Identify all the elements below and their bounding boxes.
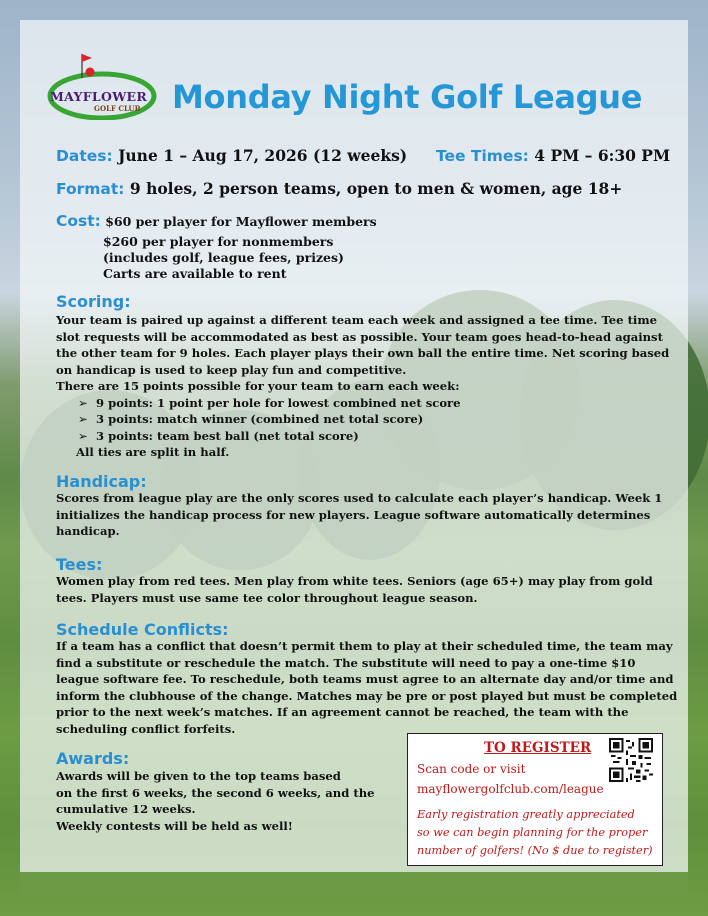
awards-line: Weekly contests will be held as well! bbox=[56, 818, 293, 833]
tee-times-value: 4 PM – 6:30 PM bbox=[534, 146, 671, 165]
scoring-line: Your team is paired up against a different team each week and assigned a tee time. Tee time bbox=[56, 313, 657, 327]
cost-item: Carts are available to rent bbox=[103, 266, 287, 281]
dates-value: June 1 – Aug 17, 2026 (12 weeks) bbox=[118, 146, 408, 165]
handicap-line: initializes the handicap process for new players. League software automatically determines bbox=[56, 507, 651, 522]
scoring-line: slot requests will be accommodated as best as possible. Your team goes head-to-head against bbox=[56, 329, 663, 344]
awards-text bbox=[56, 768, 396, 834]
dates-line bbox=[56, 146, 670, 165]
dates-label: Dates: bbox=[56, 147, 113, 165]
tees-line: Women play from red tees. Men play from white tees. Seniors (age 65+) may play from gold bbox=[56, 574, 653, 588]
logo-wordmark: MAYFLOWER bbox=[50, 89, 148, 104]
handicap-line: Scores from league play are the only scores used to calculate each player’s handicap. Week 1 bbox=[56, 491, 663, 505]
tees-text bbox=[56, 573, 660, 606]
schedule-line: inform the clubhouse of the change. Matches may be pre or post played but must be completed bbox=[56, 688, 678, 703]
schedule-text bbox=[56, 638, 678, 737]
register-url-link[interactable]: mayflowergolfclub.com/league bbox=[417, 782, 604, 796]
schedule-line: scheduling conflict forfeits. bbox=[56, 721, 236, 736]
scoring-line: on handicap is used to keep play fun and competitive. bbox=[56, 362, 407, 377]
handicap-text bbox=[56, 490, 663, 540]
awards-line: Awards will be given to the top teams based bbox=[56, 769, 341, 783]
arrow-bullet-icon: ➢ bbox=[78, 395, 88, 410]
cost-label: Cost: bbox=[56, 212, 101, 230]
register-title: TO REGISTER bbox=[484, 740, 592, 756]
scoring-bullet bbox=[56, 395, 660, 412]
format-label: Format: bbox=[56, 180, 125, 198]
awards-heading: Awards: bbox=[56, 749, 130, 768]
scoring-ties: All ties are split in half. bbox=[76, 445, 230, 459]
handicap-line: handicap. bbox=[56, 524, 120, 538]
logo-subtitle: GOLF CLUB bbox=[94, 104, 141, 113]
schedule-line: league software fee. To reschedule, both teams must agree to an alternate day and/or time and bbox=[56, 672, 674, 686]
schedule-heading: Schedule Conflicts: bbox=[56, 620, 229, 639]
register-note-line: so we can begin planning for the proper bbox=[417, 826, 648, 839]
scoring-bullet bbox=[56, 428, 660, 445]
qr-code-icon[interactable] bbox=[609, 738, 653, 782]
cost-item: $260 per player for nonmembers bbox=[103, 234, 334, 249]
register-note-line: number of golfers! (No $ due to register) bbox=[417, 844, 653, 857]
register-instruction: Scan code or visit bbox=[417, 762, 526, 776]
tee-times-label: Tee Times: bbox=[435, 147, 529, 165]
format-line bbox=[56, 179, 622, 198]
bullet-text: 3 points: team best ball (net total score) bbox=[96, 428, 359, 443]
fairway-strip bbox=[20, 872, 688, 896]
schedule-line: If a team has a conflict that doesn’t permit them to play at their scheduled time, the team may bbox=[56, 639, 673, 653]
scoring-line: the other team for 9 holes. Each player plays their own ball the entire time. Net scoring based bbox=[56, 346, 670, 360]
format-value: 9 holes, 2 person teams, open to men & women, age 18+ bbox=[129, 179, 623, 198]
scoring-line: There are 15 points possible for your team to earn each week: bbox=[56, 379, 460, 393]
tees-line: tees. Players must use same tee color throughout league season. bbox=[56, 590, 478, 605]
awards-line: on the first 6 weeks, the second 6 weeks, and the bbox=[56, 785, 375, 800]
page-title: Monday Night Golf League bbox=[172, 78, 643, 116]
scoring-heading: Scoring: bbox=[56, 292, 131, 311]
cost-item: $60 per player for Mayflower members bbox=[105, 214, 377, 229]
arrow-bullet-icon: ➢ bbox=[78, 412, 88, 426]
handicap-heading: Handicap: bbox=[56, 472, 147, 491]
arrow-bullet-icon: ➢ bbox=[78, 428, 88, 443]
schedule-line: prior to the next week’s matches. If an agreement cannot be reached, the team with the bbox=[56, 705, 629, 719]
register-box bbox=[407, 733, 663, 866]
scoring-text bbox=[56, 312, 670, 461]
bullet-text: 3 points: match winner (combined net total score) bbox=[96, 412, 424, 426]
register-note-line: Early registration greatly appreciated bbox=[417, 808, 635, 821]
cost-line bbox=[56, 212, 377, 230]
cost-item: (includes golf, league fees, prizes) bbox=[103, 250, 344, 265]
bullet-text: 9 points: 1 point per hole for lowest combined net score bbox=[96, 395, 461, 410]
scoring-bullet bbox=[56, 411, 660, 428]
awards-line: cumulative 12 weeks. bbox=[56, 802, 196, 816]
schedule-line: find a substitute or reschedule the match. The substitute will need to pay a one-time $10 bbox=[56, 655, 636, 670]
tees-heading: Tees: bbox=[56, 555, 103, 574]
